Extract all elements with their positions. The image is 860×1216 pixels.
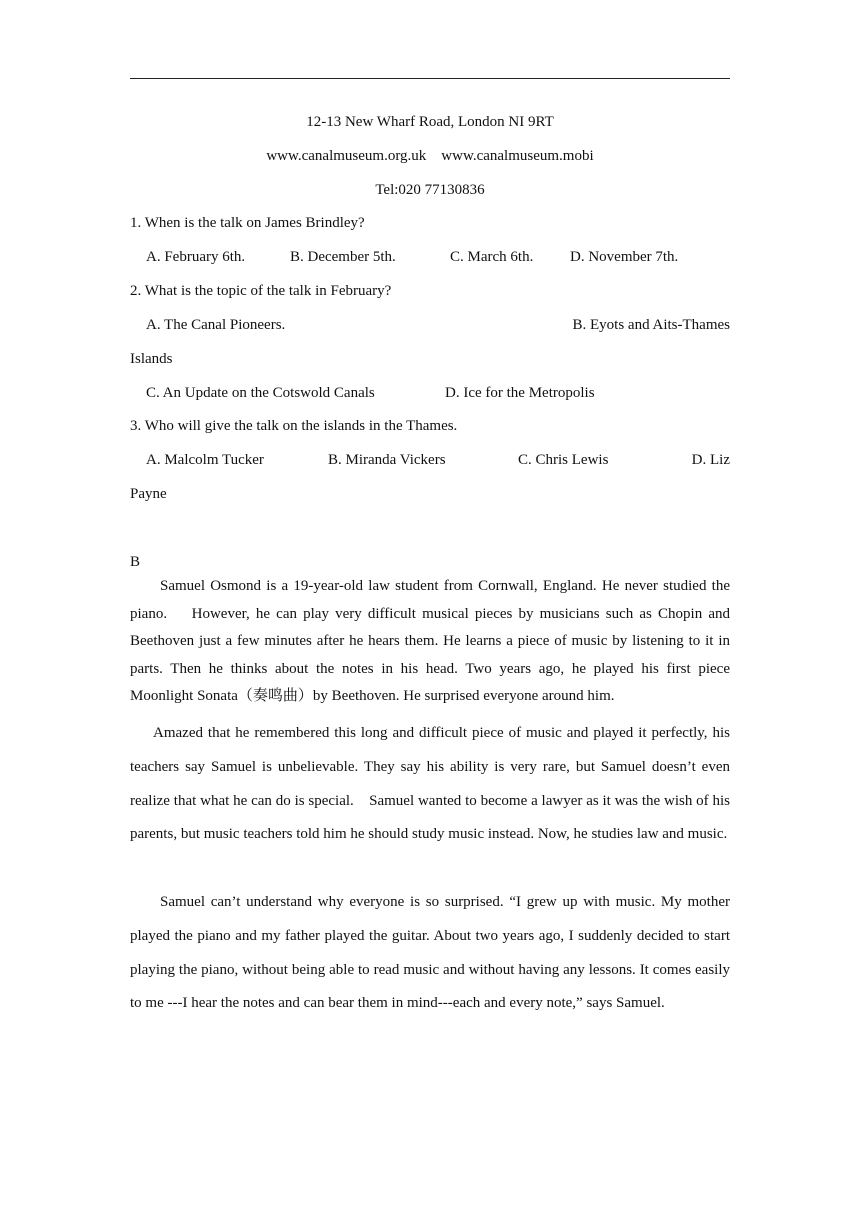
passage-paragraph-2: Amazed that he remembered this long and difficult piece of music and played it perfectly, his teachers say Samuel is unbelievable. They say his ability is very rare, but Samuel doesn’t even realize that what he can do is special. Samuel wanted to become a lawyer as it was the wish of his parents, but music teachers told him he should study music instead. Now, he studies law and music. bbox=[130, 725, 730, 843]
question-2-option-b: B. Eyots and Aits-Thames bbox=[572, 317, 730, 333]
question-1-option-d: D. November 7th. bbox=[570, 249, 679, 265]
question-1-stem: 1. When is the talk on James Brindley? bbox=[130, 215, 365, 231]
museum-address: 12-13 New Wharf Road, London NI 9RT bbox=[306, 114, 554, 130]
question-3-stem: 3. Who will give the talk on the islands in the Thames. bbox=[130, 418, 458, 434]
question-2-option-d: D. Ice for the Metropolis bbox=[445, 385, 595, 401]
passage-paragraph-1: Samuel Osmond is a 19-year-old law student from Cornwall, England. He never studied the piano. However, he can play very difficult musical pieces by musicians such as Chopin and Beethoven just a few minutes after he hears them. He learns a piece of music by listening to it in parts. Then he thinks about the notes in his head. Two years ago, he played his first piece Moonlight Sonata（奏鸣曲）by Beethoven. He surprised everyone around him. bbox=[130, 578, 730, 704]
question-3-option-b: B. Miranda Vickers bbox=[328, 452, 446, 468]
question-3-option-d: D. Liz bbox=[691, 452, 730, 468]
question-2-option-c: C. An Update on the Cotswold Canals bbox=[146, 385, 375, 401]
museum-websites: www.canalmuseum.org.uk www.canalmuseum.mobi bbox=[266, 148, 594, 164]
question-1-option-b: B. December 5th. bbox=[290, 249, 396, 265]
question-2-option-a: A. The Canal Pioneers. bbox=[146, 317, 286, 333]
question-2-stem: 2. What is the topic of the talk in February? bbox=[130, 283, 392, 299]
question-3-option-d-wrap: Payne bbox=[130, 486, 167, 502]
question-3-option-a: A. Malcolm Tucker bbox=[146, 452, 264, 468]
passage-paragraph-3: Samuel can’t understand why everyone is so surprised. “I grew up with music. My mother played the piano and my father played the guitar. About two years ago, I suddenly decided to start playing the piano, without being able to read music and without having any lessons. It comes easily to me ---I hear the notes and can bear them in mind---each and every note,” says Samuel. bbox=[130, 894, 730, 1012]
question-3-option-c: C. Chris Lewis bbox=[518, 452, 609, 468]
question-1-option-a: A. February 6th. bbox=[146, 249, 246, 265]
header-rule bbox=[130, 78, 730, 79]
section-b-label: B bbox=[130, 554, 141, 570]
question-1-option-c: C. March 6th. bbox=[450, 249, 534, 265]
question-2-option-b-wrap: Islands bbox=[130, 351, 173, 367]
museum-telephone: Tel:020 77130836 bbox=[375, 182, 485, 198]
